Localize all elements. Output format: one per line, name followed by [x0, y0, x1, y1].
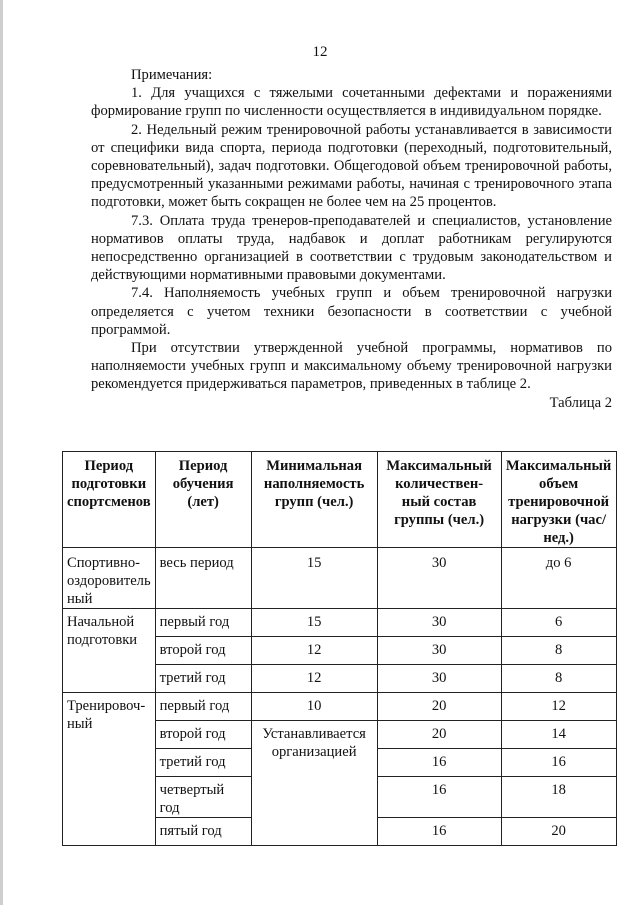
cell-load: 18	[501, 777, 616, 818]
cell-load: 14	[501, 721, 616, 749]
cell-max: 30	[377, 665, 501, 693]
notes-title: Примечания:	[131, 67, 213, 83]
header-min-group: Минимальная наполняемость групп (чел.)	[251, 452, 377, 548]
table-row	[63, 548, 617, 609]
cell-min: 10	[251, 693, 377, 721]
note-2: 2. Недельный режим тренировочной работы устанавливается в зависимости от специфики вида спорта, периода подготовки (переходный, подготовительный, соревновательный), задач подготовки. Общегодовой объем тренировочной работы, предусмотренный указанными режимами работы, начиная с тренировочного этапа подготовки, может быть сокращен не более чем на 25 процентов.	[91, 121, 612, 211]
cell-load: 8	[501, 665, 616, 693]
header-period-athletes: Период подготовки спортсменов	[63, 452, 156, 548]
cell-period: первый год	[155, 693, 251, 721]
cell-max: 30	[377, 548, 501, 609]
cell-min: 12	[251, 665, 377, 693]
cell-load: 12	[501, 693, 616, 721]
cell-load: 6	[501, 609, 616, 637]
cell-min: 15	[251, 548, 377, 609]
note-1: 1. Для учащихся с тяжелыми сочетанными дефектами и поражениями формирование групп по численности осуществляется в индивидуальном порядке.	[91, 85, 612, 120]
scan-edge	[0, 0, 3, 905]
cell-min-merged: Устанавливается организацией	[251, 721, 377, 846]
cell-max: 16	[377, 777, 501, 818]
norms-table	[62, 451, 617, 846]
table-row	[63, 609, 617, 637]
header-max-load: Максимальный объем тренировочной нагрузки (час/нед.)	[501, 452, 616, 548]
header-study-period: Период обучения (лет)	[155, 452, 251, 548]
cell-period: четвертый год	[155, 777, 251, 818]
cell-min: 12	[251, 637, 377, 665]
page-number: 12	[312, 44, 328, 60]
cell-period: весь период	[155, 548, 251, 609]
cell-max: 20	[377, 721, 501, 749]
cell-period: третий год	[155, 665, 251, 693]
section-initial: Начальной подготовки	[63, 609, 156, 693]
cell-period: второй год	[155, 721, 251, 749]
section-sport-health: Спортивно-оздоровитель ный	[63, 548, 156, 609]
table-caption: Таблица 2	[549, 394, 612, 411]
header-max-group: Максимальный количествен-ный состав группы (чел.)	[377, 452, 501, 548]
cell-load: 16	[501, 749, 616, 777]
cell-min: 15	[251, 609, 377, 637]
cell-period: третий год	[155, 749, 251, 777]
table-header-row	[63, 452, 617, 548]
cell-period: пятый год	[155, 818, 251, 846]
cell-load: до 6	[501, 548, 616, 609]
section-7-4: 7.4. Наполняемость учебных групп и объем тренировочной нагрузки определяется с учетом техники безопасности в соответствии с учебной программой.	[91, 285, 612, 338]
table-row	[63, 693, 617, 721]
cell-load: 8	[501, 637, 616, 665]
table-intro: При отсутствии утвержденной учебной программы, нормативов по наполняемости учебных групп и максимальному объему тренировочной нагрузки рекомендуется придерживаться параметров, приведенных в таблице 2.	[91, 340, 612, 393]
cell-max: 20	[377, 693, 501, 721]
section-training: Тренировоч-ный	[63, 693, 156, 846]
cell-max: 30	[377, 609, 501, 637]
cell-load: 20	[501, 818, 616, 846]
notes-block	[91, 66, 612, 412]
cell-period: первый год	[155, 609, 251, 637]
section-7-3: 7.3. Оплата труда тренеров-преподавателей и специалистов, установление нормативов оплаты труда, надбавок и доплат работникам регулируются непосредственно организацией в соответствии с трудовым законодательством и действующими нормативными правовыми документами.	[91, 212, 612, 284]
cell-max: 16	[377, 818, 501, 846]
cell-max: 16	[377, 749, 501, 777]
cell-max: 30	[377, 637, 501, 665]
cell-period: второй год	[155, 637, 251, 665]
